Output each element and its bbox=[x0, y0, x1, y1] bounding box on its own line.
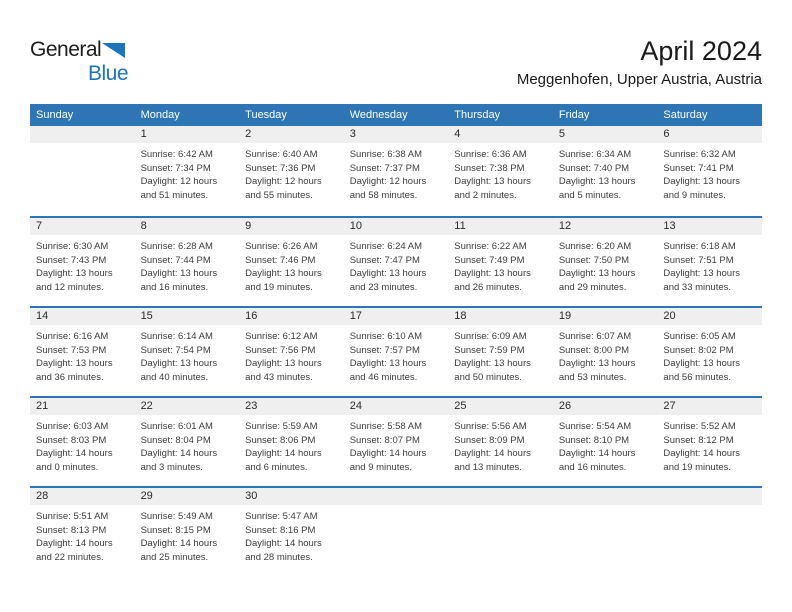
day-number: 27 bbox=[657, 398, 762, 415]
day-number: 14 bbox=[30, 308, 135, 325]
detail-line: Sunset: 7:36 PM bbox=[245, 162, 316, 174]
week-row bbox=[30, 306, 762, 396]
day-details bbox=[448, 415, 553, 474]
detail-line: Sunset: 8:16 PM bbox=[245, 524, 316, 536]
day-details bbox=[344, 505, 449, 510]
detail-line: Sunrise: 6:12 AM bbox=[245, 331, 318, 342]
detail-line: Sunrise: 6:03 AM bbox=[36, 421, 109, 432]
day-details bbox=[344, 325, 449, 384]
detail-line: Daylight: 14 hours bbox=[245, 538, 322, 549]
detail-line: Daylight: 13 hours bbox=[663, 176, 740, 187]
detail-line: Sunrise: 6:22 AM bbox=[454, 241, 527, 252]
detail-line: Sunrise: 5:47 AM bbox=[245, 511, 318, 522]
detail-line: Sunrise: 5:49 AM bbox=[140, 511, 213, 522]
day-number: 25 bbox=[448, 398, 553, 415]
empty-day-cell bbox=[344, 488, 449, 576]
detail-line: and 33 minutes. bbox=[663, 281, 732, 293]
detail-line: and 9 minutes. bbox=[663, 189, 726, 201]
day-number bbox=[448, 488, 553, 505]
detail-line: Sunset: 8:10 PM bbox=[558, 434, 630, 446]
detail-line: and 50 minutes. bbox=[454, 371, 522, 383]
day-details bbox=[448, 505, 553, 510]
day-details bbox=[30, 143, 135, 148]
detail-line: and 6 minutes. bbox=[245, 461, 308, 473]
day-number: 7 bbox=[30, 218, 135, 235]
detail-line: and 40 minutes. bbox=[140, 371, 209, 383]
day-number: 12 bbox=[553, 218, 658, 235]
day-cell bbox=[30, 308, 135, 396]
logo-text-blue: Blue bbox=[87, 62, 128, 85]
detail-line: and 19 minutes. bbox=[245, 281, 313, 293]
detail-line: Sunset: 7:46 PM bbox=[245, 254, 316, 266]
detail-line: and 23 minutes. bbox=[349, 281, 418, 293]
detail-line: Sunrise: 5:59 AM bbox=[245, 421, 318, 432]
detail-line: Sunset: 7:49 PM bbox=[454, 254, 525, 266]
day-number: 23 bbox=[239, 398, 344, 415]
day-cell bbox=[448, 398, 553, 486]
day-header-friday: Friday bbox=[558, 109, 590, 121]
day-details bbox=[135, 325, 240, 384]
detail-line: and 16 minutes. bbox=[140, 281, 209, 293]
detail-line: Sunset: 8:02 PM bbox=[663, 344, 734, 356]
detail-line: Sunset: 8:15 PM bbox=[140, 524, 211, 536]
detail-line: Sunrise: 6:42 AM bbox=[140, 149, 213, 160]
day-cell bbox=[657, 126, 762, 216]
detail-line: Daylight: 14 hours bbox=[663, 448, 740, 459]
detail-line: and 19 minutes. bbox=[663, 461, 732, 473]
day-cell bbox=[239, 398, 344, 486]
day-number: 4 bbox=[448, 126, 553, 143]
detail-line: and 36 minutes. bbox=[36, 371, 104, 383]
day-details bbox=[135, 143, 240, 202]
detail-line: Sunset: 7:59 PM bbox=[454, 344, 525, 356]
day-number: 15 bbox=[135, 308, 240, 325]
detail-line: Sunset: 7:56 PM bbox=[245, 344, 316, 356]
day-details bbox=[657, 415, 762, 474]
detail-line: Sunset: 8:04 PM bbox=[140, 434, 211, 446]
detail-line: Daylight: 13 hours bbox=[349, 268, 427, 279]
day-number: 22 bbox=[135, 398, 240, 415]
detail-line: Sunset: 8:00 PM bbox=[558, 344, 630, 356]
detail-line: Sunrise: 6:40 AM bbox=[245, 149, 318, 160]
day-header-saturday: Saturday bbox=[663, 109, 708, 121]
day-header-thursday: Thursday bbox=[454, 109, 501, 121]
detail-line: Sunrise: 6:07 AM bbox=[558, 331, 632, 342]
day-cell bbox=[344, 126, 449, 216]
day-number: 29 bbox=[135, 488, 240, 505]
detail-line: Daylight: 13 hours bbox=[36, 358, 113, 369]
detail-line: Sunrise: 6:32 AM bbox=[663, 149, 736, 160]
day-details bbox=[239, 143, 344, 202]
detail-line: Sunset: 7:54 PM bbox=[140, 344, 211, 356]
detail-line: Daylight: 14 hours bbox=[36, 448, 113, 459]
detail-line: Sunrise: 6:36 AM bbox=[454, 149, 527, 160]
day-details bbox=[135, 505, 240, 564]
day-cell bbox=[448, 218, 553, 306]
detail-line: Daylight: 13 hours bbox=[663, 268, 740, 279]
day-cell bbox=[135, 218, 240, 306]
day-number bbox=[344, 488, 449, 505]
day-cell bbox=[344, 218, 449, 306]
detail-line: Daylight: 13 hours bbox=[558, 268, 636, 279]
day-cell bbox=[657, 308, 762, 396]
day-cell bbox=[344, 398, 449, 486]
detail-line: Daylight: 14 hours bbox=[140, 538, 218, 549]
day-cell bbox=[30, 398, 135, 486]
detail-line: Daylight: 13 hours bbox=[454, 358, 531, 369]
detail-line: and 56 minutes. bbox=[663, 371, 732, 383]
detail-line: and 53 minutes. bbox=[558, 371, 627, 383]
detail-line: Sunrise: 6:09 AM bbox=[454, 331, 527, 342]
day-number: 1 bbox=[135, 126, 240, 143]
day-cell bbox=[657, 218, 762, 306]
detail-line: and 43 minutes. bbox=[245, 371, 313, 383]
empty-day-cell bbox=[448, 488, 553, 576]
detail-line: Sunset: 7:37 PM bbox=[349, 162, 420, 174]
detail-line: Sunrise: 6:18 AM bbox=[663, 241, 736, 252]
day-number: 2 bbox=[239, 126, 344, 143]
detail-line: Daylight: 13 hours bbox=[558, 358, 636, 369]
detail-line: and 46 minutes. bbox=[349, 371, 418, 383]
day-cell bbox=[553, 126, 658, 216]
day-number: 28 bbox=[30, 488, 135, 505]
day-details bbox=[135, 415, 240, 474]
detail-line: Sunset: 8:13 PM bbox=[36, 524, 107, 536]
day-number: 10 bbox=[344, 218, 449, 235]
day-number: 24 bbox=[344, 398, 449, 415]
detail-line: Daylight: 13 hours bbox=[36, 268, 113, 279]
day-details bbox=[448, 325, 553, 384]
day-cell bbox=[553, 218, 658, 306]
general-blue-logo bbox=[30, 40, 130, 83]
logo-triangle-icon bbox=[102, 43, 125, 64]
detail-line: and 16 minutes. bbox=[558, 461, 627, 473]
detail-line: Daylight: 14 hours bbox=[36, 538, 113, 549]
detail-line: Sunset: 8:12 PM bbox=[663, 434, 734, 446]
day-cell bbox=[344, 308, 449, 396]
day-number: 5 bbox=[553, 126, 658, 143]
day-number: 17 bbox=[344, 308, 449, 325]
day-number: 20 bbox=[657, 308, 762, 325]
detail-line: Sunset: 8:03 PM bbox=[36, 434, 107, 446]
week-row bbox=[30, 216, 762, 306]
detail-line: Sunrise: 6:05 AM bbox=[663, 331, 736, 342]
detail-line: Sunrise: 6:01 AM bbox=[140, 421, 213, 432]
detail-line: Sunset: 8:09 PM bbox=[454, 434, 525, 446]
detail-line: Daylight: 13 hours bbox=[140, 268, 218, 279]
day-cell bbox=[135, 398, 240, 486]
day-number: 16 bbox=[239, 308, 344, 325]
detail-line: and 26 minutes. bbox=[454, 281, 522, 293]
detail-line: Sunset: 8:07 PM bbox=[349, 434, 420, 446]
day-cell bbox=[239, 126, 344, 216]
day-cell bbox=[239, 218, 344, 306]
day-cell bbox=[448, 126, 553, 216]
detail-line: Sunset: 7:44 PM bbox=[140, 254, 211, 266]
detail-line: Daylight: 13 hours bbox=[454, 176, 531, 187]
day-details bbox=[239, 235, 344, 294]
detail-line: Sunrise: 5:52 AM bbox=[663, 421, 736, 432]
detail-line: Daylight: 14 hours bbox=[454, 448, 531, 459]
detail-line: Sunset: 8:06 PM bbox=[245, 434, 316, 446]
day-cell bbox=[30, 218, 135, 306]
logo-text-general: General bbox=[30, 38, 102, 61]
day-cell bbox=[448, 308, 553, 396]
detail-line: Daylight: 14 hours bbox=[140, 448, 218, 459]
day-header-wednesday: Wednesday bbox=[349, 109, 408, 121]
detail-line: Daylight: 14 hours bbox=[349, 448, 427, 459]
detail-line: Sunset: 7:47 PM bbox=[349, 254, 420, 266]
day-details bbox=[657, 325, 762, 384]
detail-line: Daylight: 13 hours bbox=[245, 358, 322, 369]
detail-line: Daylight: 13 hours bbox=[349, 358, 427, 369]
day-details bbox=[553, 415, 658, 474]
detail-line: and 55 minutes. bbox=[245, 189, 313, 201]
day-cell bbox=[135, 126, 240, 216]
detail-line: and 25 minutes. bbox=[140, 551, 209, 563]
day-details bbox=[30, 325, 135, 384]
detail-line: Sunset: 7:50 PM bbox=[558, 254, 630, 266]
empty-day-cell bbox=[30, 126, 135, 216]
day-details bbox=[30, 415, 135, 474]
day-number: 3 bbox=[344, 126, 449, 143]
day-cell bbox=[30, 488, 135, 576]
day-details bbox=[448, 235, 553, 294]
detail-line: and 2 minutes. bbox=[454, 189, 517, 201]
detail-line: Daylight: 13 hours bbox=[140, 358, 218, 369]
day-number: 13 bbox=[657, 218, 762, 235]
day-cell bbox=[239, 488, 344, 576]
detail-line: Sunset: 7:38 PM bbox=[454, 162, 525, 174]
detail-line: Daylight: 12 hours bbox=[245, 176, 322, 187]
day-header-tuesday: Tuesday bbox=[245, 109, 287, 121]
day-details bbox=[30, 505, 135, 564]
detail-line: Sunrise: 6:38 AM bbox=[349, 149, 423, 160]
detail-line: Daylight: 12 hours bbox=[349, 176, 427, 187]
day-number: 19 bbox=[553, 308, 658, 325]
detail-line: and 9 minutes. bbox=[349, 461, 413, 473]
page-subtitle: Meggenhofen, Upper Austria, Austria bbox=[516, 71, 762, 88]
detail-line: Sunset: 7:40 PM bbox=[558, 162, 630, 174]
day-header-monday: Monday bbox=[140, 109, 180, 121]
detail-line: Daylight: 13 hours bbox=[454, 268, 531, 279]
detail-line: and 51 minutes. bbox=[140, 189, 209, 201]
day-header-row bbox=[30, 104, 762, 126]
day-details bbox=[553, 505, 658, 510]
detail-line: Sunrise: 6:14 AM bbox=[140, 331, 213, 342]
day-details bbox=[553, 325, 658, 384]
detail-line: Sunset: 7:34 PM bbox=[140, 162, 211, 174]
day-details bbox=[344, 235, 449, 294]
day-number bbox=[553, 488, 658, 505]
day-number: 30 bbox=[239, 488, 344, 505]
day-number: 6 bbox=[657, 126, 762, 143]
day-details bbox=[135, 235, 240, 294]
detail-line: Sunrise: 6:24 AM bbox=[349, 241, 423, 252]
detail-line: and 28 minutes. bbox=[245, 551, 313, 563]
day-number bbox=[30, 126, 135, 143]
day-cell bbox=[553, 308, 658, 396]
day-number bbox=[657, 488, 762, 505]
day-cell bbox=[239, 308, 344, 396]
detail-line: and 13 minutes. bbox=[454, 461, 522, 473]
detail-line: and 29 minutes. bbox=[558, 281, 627, 293]
week-row bbox=[30, 396, 762, 486]
day-details bbox=[657, 143, 762, 202]
day-cell bbox=[135, 308, 240, 396]
detail-line: Sunrise: 6:10 AM bbox=[349, 331, 423, 342]
detail-line: and 22 minutes. bbox=[36, 551, 104, 563]
day-details bbox=[30, 235, 135, 294]
week-row bbox=[30, 486, 762, 576]
day-details bbox=[239, 325, 344, 384]
detail-line: Daylight: 13 hours bbox=[245, 268, 322, 279]
detail-line: and 58 minutes. bbox=[349, 189, 418, 201]
detail-line: Sunrise: 5:51 AM bbox=[36, 511, 109, 522]
day-cell bbox=[657, 398, 762, 486]
day-number: 8 bbox=[135, 218, 240, 235]
detail-line: Sunrise: 6:30 AM bbox=[36, 241, 109, 252]
detail-line: Sunrise: 6:16 AM bbox=[36, 331, 109, 342]
detail-line: and 5 minutes. bbox=[558, 189, 622, 201]
detail-line: and 0 minutes. bbox=[36, 461, 99, 473]
detail-line: Daylight: 13 hours bbox=[558, 176, 636, 187]
detail-line: Sunrise: 6:28 AM bbox=[140, 241, 213, 252]
day-details bbox=[239, 415, 344, 474]
day-cell bbox=[553, 398, 658, 486]
detail-line: Sunrise: 5:58 AM bbox=[349, 421, 423, 432]
calendar-weeks bbox=[30, 126, 762, 576]
page-title: April 2024 bbox=[640, 36, 762, 66]
detail-line: Sunset: 7:41 PM bbox=[663, 162, 734, 174]
detail-line: and 12 minutes. bbox=[36, 281, 104, 293]
detail-line: Sunrise: 5:56 AM bbox=[454, 421, 527, 432]
detail-line: Sunset: 7:57 PM bbox=[349, 344, 420, 356]
detail-line: Daylight: 13 hours bbox=[663, 358, 740, 369]
week-row bbox=[30, 126, 762, 216]
detail-line: Sunrise: 5:54 AM bbox=[558, 421, 632, 432]
detail-line: Sunset: 7:53 PM bbox=[36, 344, 107, 356]
day-details bbox=[344, 143, 449, 202]
detail-line: Sunset: 7:51 PM bbox=[663, 254, 734, 266]
day-details bbox=[657, 235, 762, 294]
calendar-table bbox=[30, 104, 762, 576]
day-details bbox=[239, 505, 344, 564]
detail-line: Sunrise: 6:20 AM bbox=[558, 241, 632, 252]
day-details bbox=[657, 505, 762, 510]
detail-line: Daylight: 14 hours bbox=[245, 448, 322, 459]
detail-line: and 3 minutes. bbox=[140, 461, 203, 473]
day-number: 18 bbox=[448, 308, 553, 325]
day-number: 26 bbox=[553, 398, 658, 415]
day-cell bbox=[135, 488, 240, 576]
day-number: 9 bbox=[239, 218, 344, 235]
day-number: 21 bbox=[30, 398, 135, 415]
detail-line: Daylight: 14 hours bbox=[558, 448, 636, 459]
detail-line: Sunrise: 6:26 AM bbox=[245, 241, 318, 252]
title-block bbox=[517, 36, 762, 89]
detail-line: Sunset: 7:43 PM bbox=[36, 254, 107, 266]
detail-line: Daylight: 12 hours bbox=[140, 176, 218, 187]
day-details bbox=[553, 235, 658, 294]
day-details bbox=[553, 143, 658, 202]
empty-day-cell bbox=[553, 488, 658, 576]
day-details bbox=[448, 143, 553, 202]
day-details bbox=[344, 415, 449, 474]
day-number: 11 bbox=[448, 218, 553, 235]
empty-day-cell bbox=[657, 488, 762, 576]
detail-line: Sunrise: 6:34 AM bbox=[558, 149, 632, 160]
day-header-sunday: Sunday bbox=[36, 109, 74, 121]
